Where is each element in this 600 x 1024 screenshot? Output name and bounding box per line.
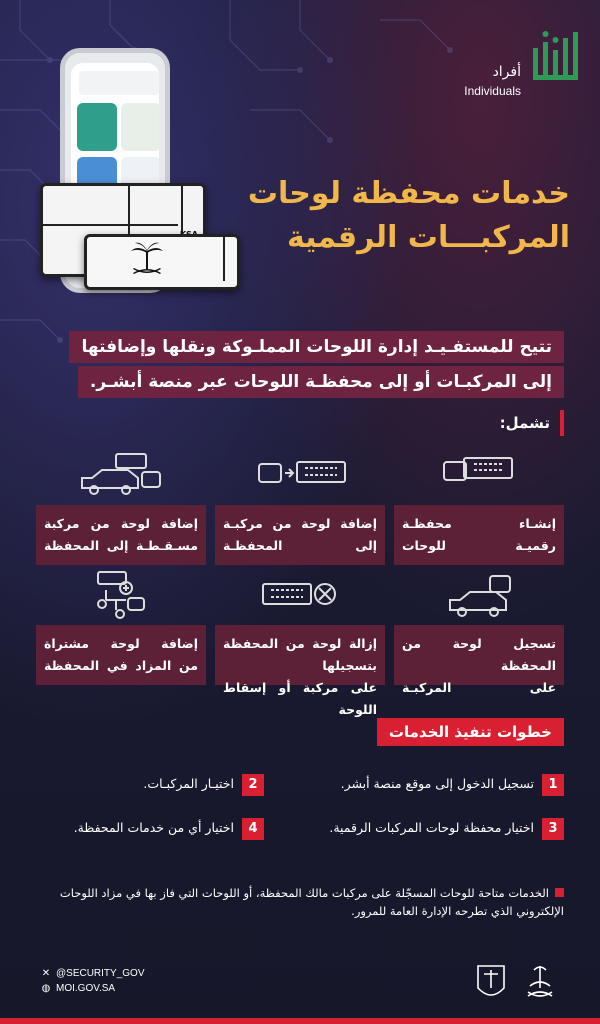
service-line: على مركبة أو إسقاط اللوحة	[223, 680, 377, 717]
step-text: اختيار أي من خدمات المحفظة.	[73, 820, 234, 835]
twitter-handle[interactable]	[40, 966, 145, 981]
step-text: اختيار محفظة لوحات المركبات الرقمية.	[329, 820, 534, 835]
x-icon: ✕	[41, 968, 51, 979]
step-3	[329, 816, 564, 840]
car-wallet-icon	[394, 570, 564, 620]
car-plate-wallet-icon	[36, 450, 206, 500]
title-line-1: خدمات محفظة لوحات	[247, 176, 570, 211]
step-number: 4	[242, 818, 264, 840]
step-4	[74, 816, 264, 840]
includes-label: تشمل:	[500, 410, 564, 436]
service-line: إلى المحفظـة	[223, 538, 377, 553]
intro-line-1: تتيح للمستفـيـد إدارة اللوحات المملـوكة ونقلها وإضافتها	[69, 331, 564, 363]
footnote	[34, 884, 564, 920]
footnote-text: الخدمات متاحة للوحات المسجّلة على مركبات مالك المحفظة، أو اللوحات التي فاز بها في مزاد اللوحات الإلكتروني الذي تطرحه الإدارة العامة للمرور.	[59, 886, 564, 918]
service-line: من المزاد في المحفظة	[44, 658, 198, 673]
service-line: رقميـة للوحات	[402, 538, 556, 553]
service-line: إزالة لوحة من المحفظة بتسجيلها	[223, 636, 377, 673]
wallet-arrow-plate-icon	[215, 450, 385, 500]
step-number: 2	[242, 774, 264, 796]
wallet-plate-icon	[394, 450, 564, 500]
title-line-2: المركبـــات الرقمية	[286, 220, 570, 255]
step-text: تسجيل الدخول إلى موقع منصة أبشر.	[340, 776, 534, 791]
absher-logo	[455, 28, 585, 98]
ministry-emblems	[468, 958, 568, 1008]
service-line: على المركبـة	[402, 680, 556, 695]
step-number: 1	[542, 774, 564, 796]
logo-arabic-text: أفراد	[492, 64, 521, 80]
steps-title: خطوات تنفيذ الخدمات	[377, 718, 564, 746]
site-text: MOI.GOV.SA	[56, 983, 116, 994]
absher-logo-mark	[529, 28, 585, 90]
step-1	[341, 772, 564, 796]
bullet-square-icon	[555, 888, 564, 897]
palm-swords-emblem-icon	[127, 239, 167, 279]
service-line: إضافة لوحة من مركبـة	[223, 516, 377, 531]
step-2	[143, 772, 264, 796]
bottom-accent-bar	[0, 1018, 600, 1024]
service-line: تسجيل لوحة من المحفظة	[402, 636, 556, 673]
plate-remove-icon	[215, 570, 385, 620]
auction-plate-icon	[36, 570, 206, 620]
intro-line-2: إلى المركبـات أو إلى محفظـة اللوحات عبر منصة أبشـر.	[78, 366, 564, 398]
step-number: 3	[542, 818, 564, 840]
logo-english-text: Individuals	[464, 84, 521, 98]
website-link[interactable]	[40, 981, 145, 996]
handle-text: @SECURITY_GOV	[56, 968, 145, 979]
service-line: إنشـاء محفظـة	[402, 516, 556, 531]
globe-icon: ◍	[41, 983, 51, 994]
license-plate-small	[84, 234, 240, 290]
service-line: مسـقـطـة إلى المحفظة	[44, 538, 198, 553]
step-text: اختيـار المركبـات.	[143, 776, 234, 791]
service-line: إضافة لوحة مشتراة	[44, 636, 198, 651]
footer-contacts	[40, 966, 145, 996]
main-title	[240, 172, 570, 260]
service-line: إضافة لوحة من مركبة	[44, 516, 198, 531]
